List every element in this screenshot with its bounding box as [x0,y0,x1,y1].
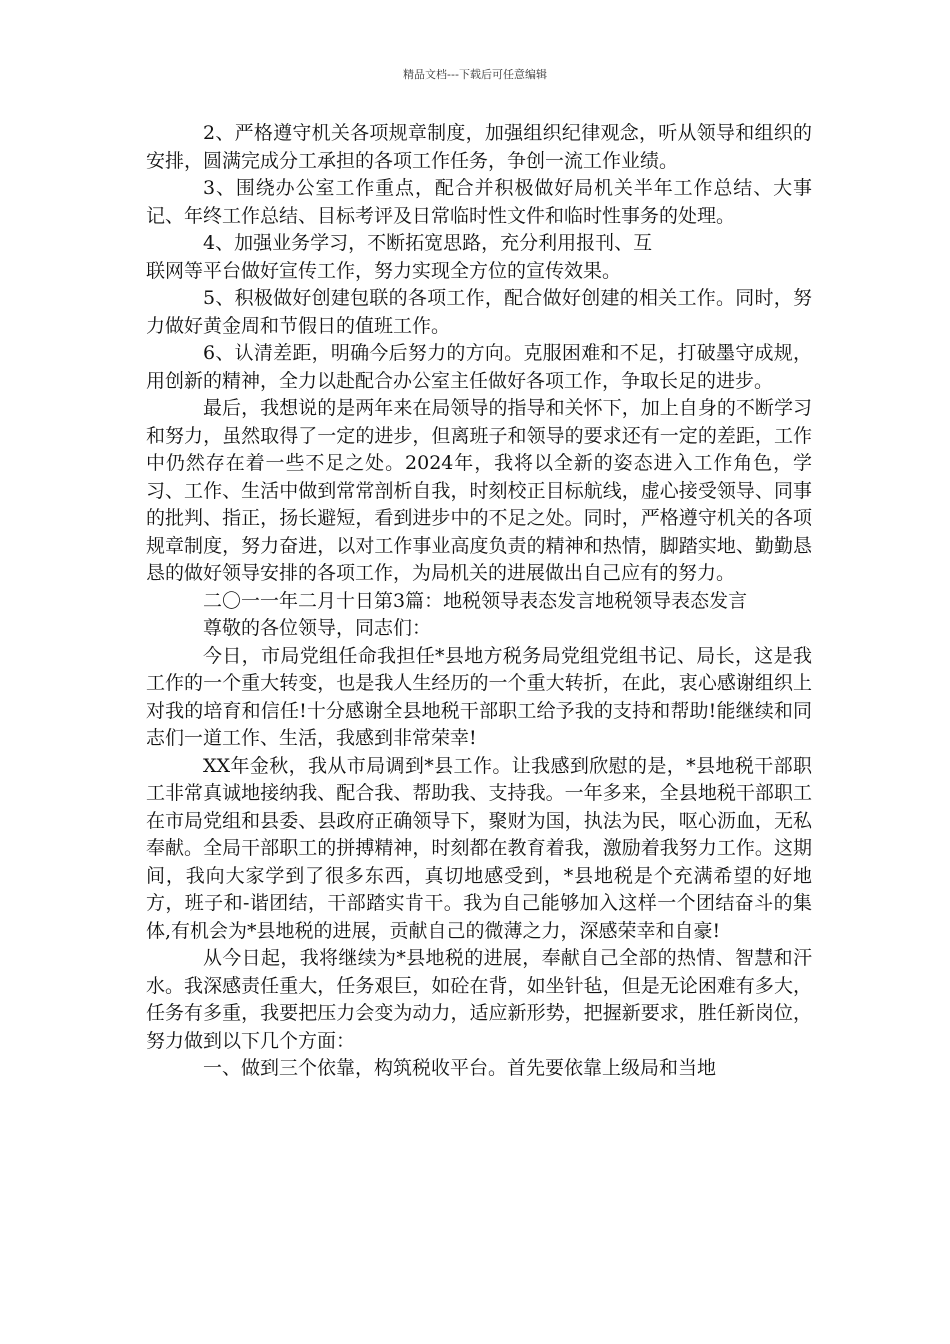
paragraph-publicity: 联网等平台做好宣传工作，努力实现全方位的宣传效果。 [146,259,622,282]
paragraph-salutation: 尊敬的各位领导，同志们： [203,617,432,639]
paragraph-creation-work: 5、积极做好创建包联的各项工作，配合做好创建的相关工作。同时，努力做好黄金周和节假日的值班工作。 [146,287,812,337]
paragraph-conclusion: 最后，我想说的是两年来在局领导的指导和关怀下，加上自身的不断学习和努力，虽然取得了一定的进步，但离班子和领导的要求还有一定的差距，工作中仍然存在着一些不足之处。2024年，我将以全新的姿态进入工作角色，学习、工作、生活中做到常常剖析自我，时刻校正目标航线，虚心接受领导、同事的批判、指正，扬长避短，看到进步中的不足之处。同时，严格遵守机关的各项规章制度，努力奋进，以对工作事业高度负责的精神和热情，脚踏实地、勤勤恳恳的做好领导安排的各项工作，为局机关的进展做出自己应有的努力。 [146,397,812,584]
paragraph-business-study: 4、加强业务学习，不断拓宽思路，充分利用报刊、互 [203,232,653,254]
document-body [146,120,812,1083]
paragraph-three-reliances: 一、做到三个依靠，构筑税收平台。首先要依靠上级局和当地 [203,1057,717,1079]
paragraph-rule-discipline: 2、严格遵守机关各项规章制度，加强组织纪律观念，听从领导和组织的安排，圆满完成分工承担的各项工作任务，争创一流工作业绩。 [146,122,812,172]
paragraph-section-title: 二〇一一年二月十日第3篇：地税领导表态发言地税领导表态发言 [203,589,748,612]
paragraph-office-work: 3、围绕办公室工作重点，配合并积极做好局机关半年工作总结、大事记、年终工作总结、目标考评及日常临时性文件和临时性事务的处理。 [146,177,812,227]
page-header: 精品文档---下载后可任意编辑 [403,68,547,81]
paragraph-recognize-gap: 6、认清差距，明确今后努力的方向。克服困难和不足，打破墨守成规，用创新的精神，全力以赴配合办公室主任做好各项工作，争取长足的进步。 [146,342,812,392]
paragraph-appointment: 今日，市局党组任命我担任*县地方税务局党组党组书记、局长，这是我工作的一个重大转变，也是我人生经历的一个重大转折，在此，衷心感谢组织上对我的培育和信任!十分感谢全县地税干部职工给予我的支持和帮助!能继续和同志们一道工作、生活，我感到非常荣幸! [146,644,812,749]
paragraph-commitment: 从今日起，我将继续为*县地税的进展，奉献自己全部的热情、智慧和汗水。我深感责任重大，任务艰巨，如砼在背，如坐针毡，但是无论困难有多大，任务有多重，我要把压力会变为动力，适应新形势，把握新要求，胜任新岗位，努力做到以下几个方面： [146,947,812,1052]
paragraph-autumn: XX年金秋，我从市局调到*县工作。让我感到欣慰的是，*县地税干部职工非常真诚地接纳我、配合我、帮助我、支持我。一年多来，全县地税干部职工在市局党组和县委、县政府正确领导下，聚财为国，执法为民，呕心沥血，无私奉献。全局干部职工的拼搏精神，时刻都在教育着我，激励着我努力工作。这期间，我向大家学到了很多东西，真切地感受到，*县地税是个充满希望的好地方，班子和-谐团结，干部踏实肯干。我为自己能够加入这样一个团结奋斗的集体,有机会为*县地税的进展，贡献自己的微薄之力，深感荣幸和自豪! [146,754,812,942]
